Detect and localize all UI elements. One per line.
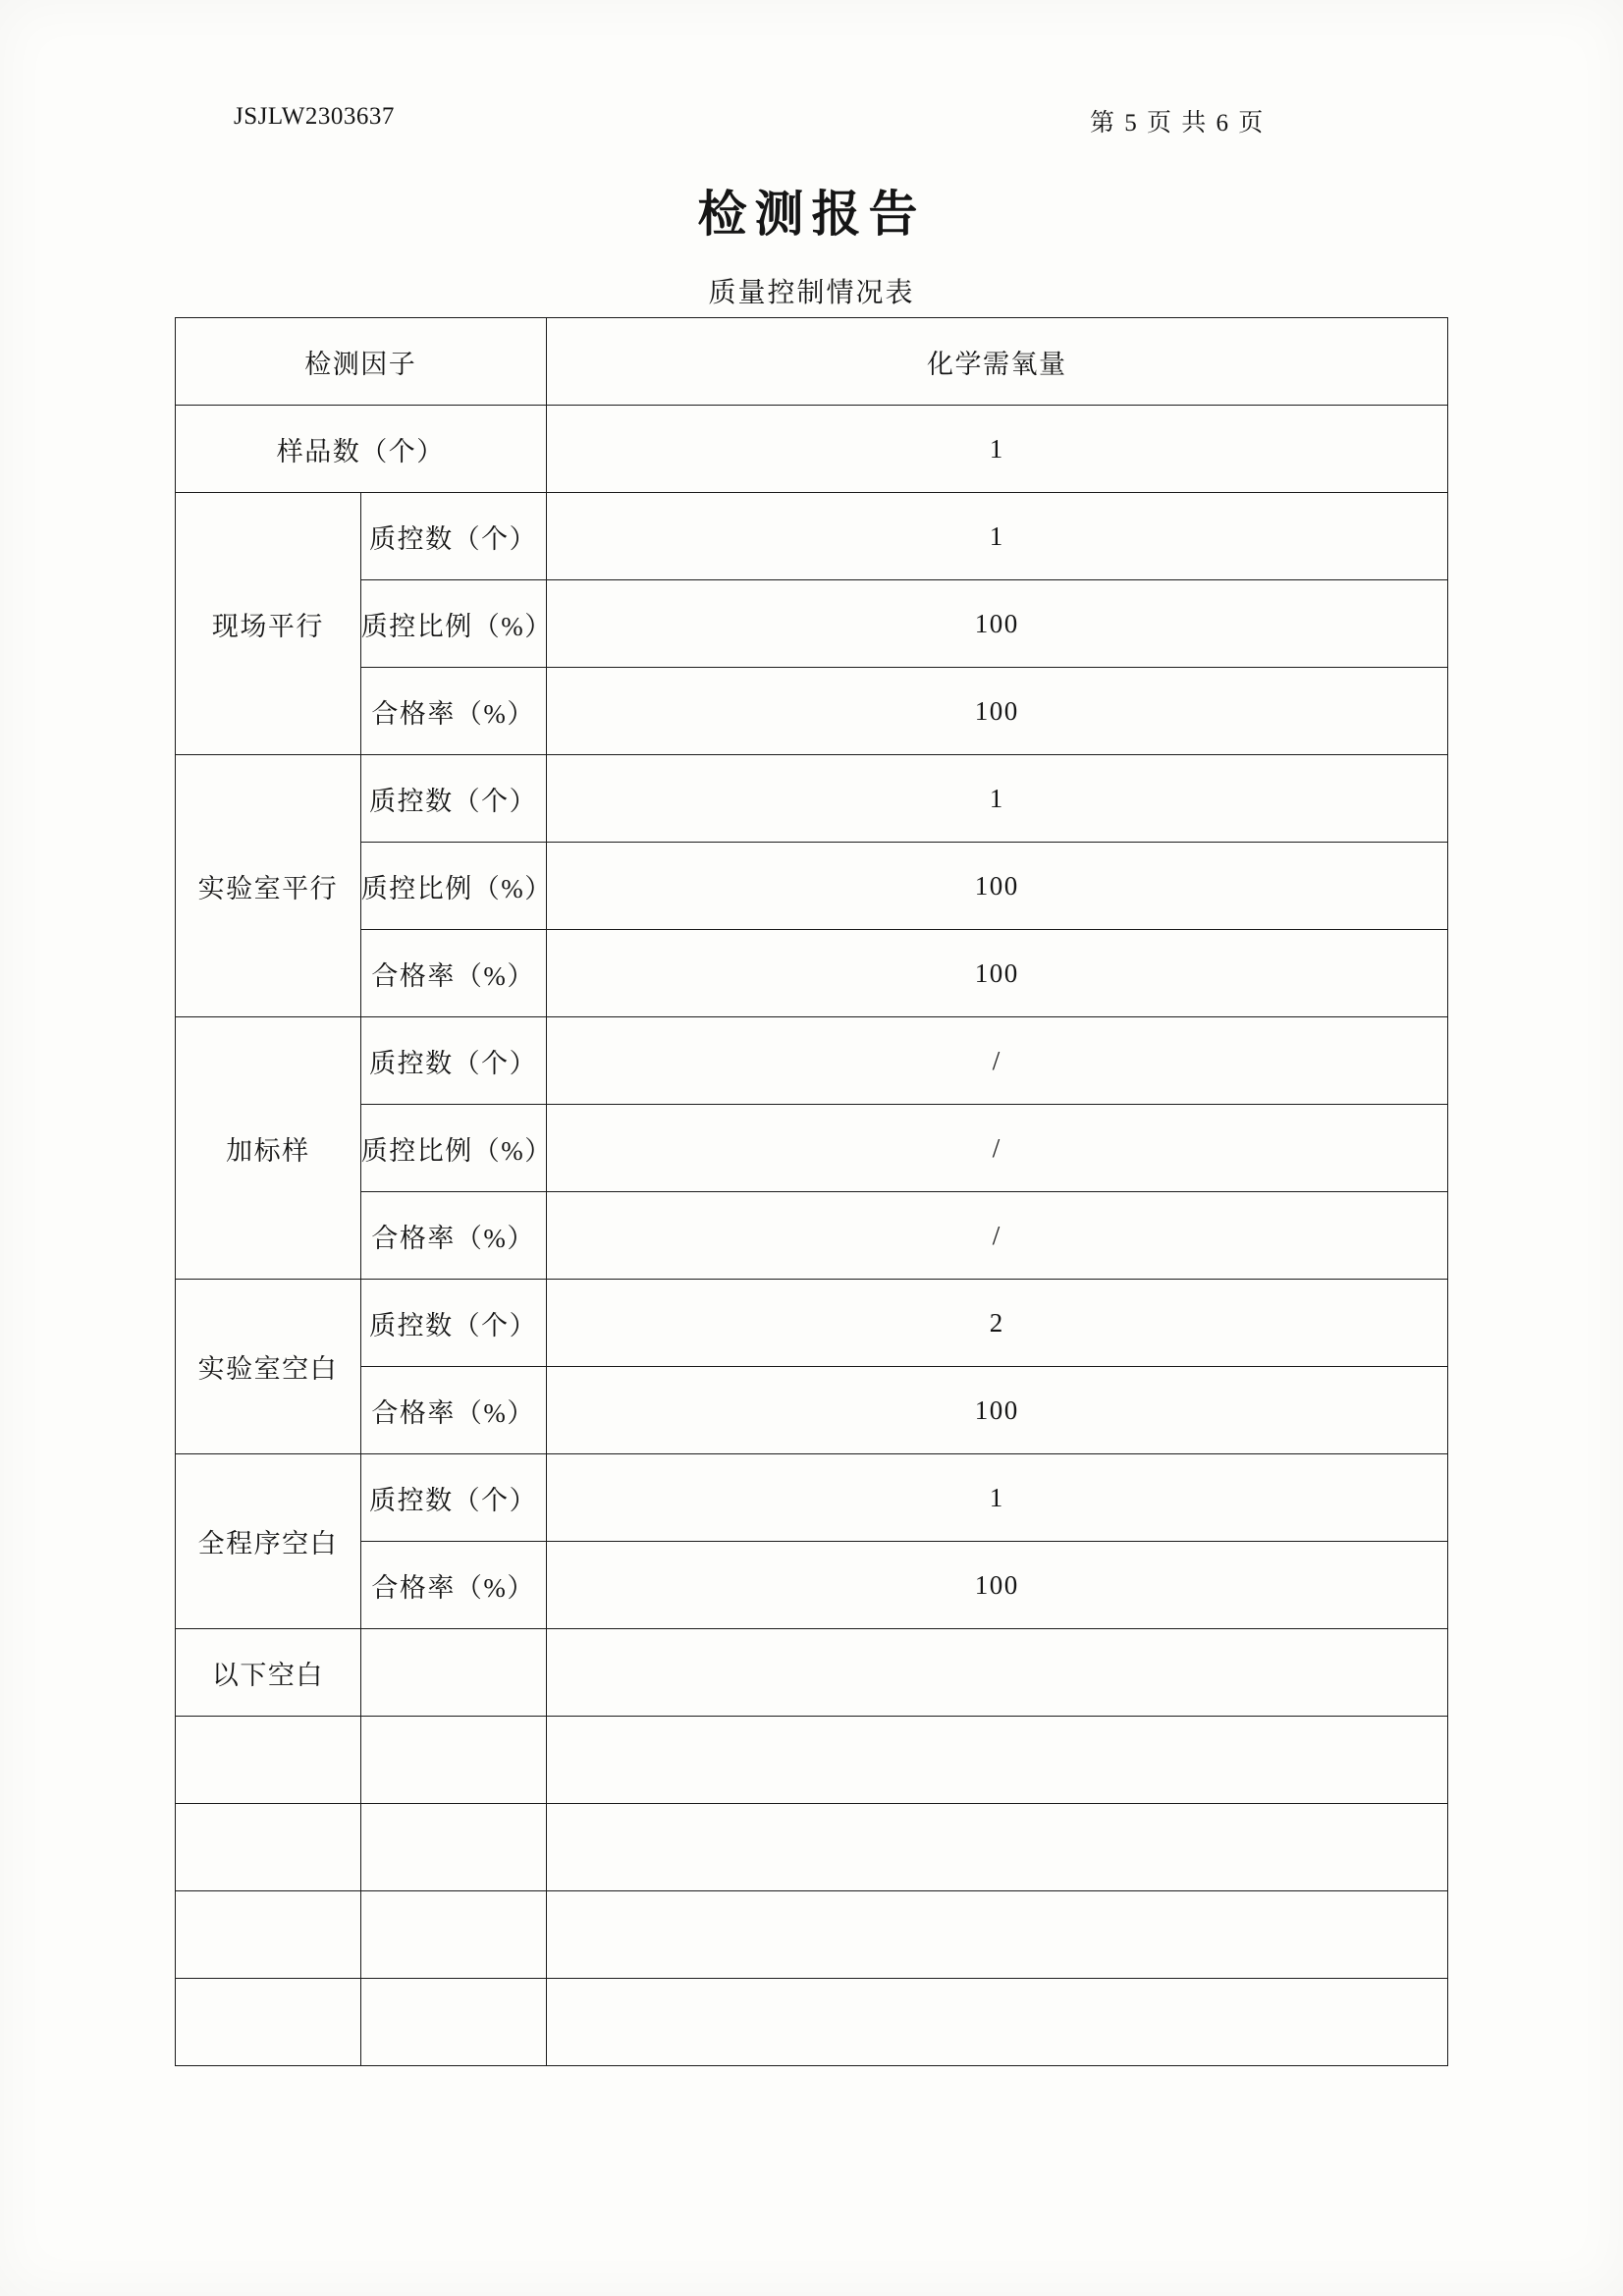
page-title: 检测报告 — [697, 185, 926, 243]
page-header — [0, 103, 1623, 137]
item-label-0-2: 合格率（%） — [360, 668, 546, 755]
item-value-1-2: 100 — [546, 930, 1447, 1017]
empty-cell — [360, 1717, 546, 1804]
item-value-0-2: 100 — [546, 668, 1447, 755]
empty-cell — [360, 1891, 546, 1979]
table-row — [176, 1979, 1448, 2066]
item-label-4-0: 质控数（个） — [360, 1454, 546, 1542]
page-subtitle: 质量控制情况表 — [708, 278, 915, 308]
item-label-0-1: 质控比例（%） — [360, 580, 546, 668]
table-row — [176, 318, 1448, 406]
sample-count-label: 样品数（个） — [176, 406, 547, 493]
group-label-2: 加标样 — [176, 1017, 361, 1280]
quality-control-table — [175, 317, 1448, 2066]
table-row — [176, 668, 1448, 755]
empty-cell — [546, 1979, 1447, 2066]
item-label-0-0: 质控数（个） — [360, 493, 546, 580]
empty-cell — [546, 1717, 1447, 1804]
item-label-2-1: 质控比例（%） — [360, 1105, 546, 1192]
table-row — [176, 1717, 1448, 1804]
empty-cell — [360, 1629, 546, 1717]
item-value-2-2: / — [546, 1192, 1447, 1280]
table-row — [176, 406, 1448, 493]
table-row — [176, 1017, 1448, 1105]
table-row — [176, 1367, 1448, 1454]
empty-cell — [360, 1804, 546, 1891]
table-row — [176, 843, 1448, 930]
table-row — [176, 755, 1448, 843]
item-value-1-0: 1 — [546, 755, 1447, 843]
table-row — [176, 1804, 1448, 1891]
item-value-4-0: 1 — [546, 1454, 1447, 1542]
table-row — [176, 1454, 1448, 1542]
table-row — [176, 1542, 1448, 1629]
footer-note: 以下空白 — [176, 1629, 361, 1717]
item-label-3-0: 质控数（个） — [360, 1280, 546, 1367]
item-label-1-2: 合格率（%） — [360, 930, 546, 1017]
table-row — [176, 930, 1448, 1017]
item-label-1-1: 质控比例（%） — [360, 843, 546, 930]
item-value-0-0: 1 — [546, 493, 1447, 580]
header-factor-label: 检测因子 — [176, 318, 547, 406]
item-label-1-0: 质控数（个） — [360, 755, 546, 843]
empty-cell — [176, 1891, 361, 1979]
header-factor-value: 化学需氧量 — [546, 318, 1447, 406]
table-row — [176, 1105, 1448, 1192]
empty-cell — [176, 1804, 361, 1891]
item-value-2-0: / — [546, 1017, 1447, 1105]
empty-cell — [546, 1629, 1447, 1717]
empty-cell — [546, 1891, 1447, 1979]
group-label-0: 现场平行 — [176, 493, 361, 755]
table-row — [176, 1280, 1448, 1367]
group-label-1: 实验室平行 — [176, 755, 361, 1017]
empty-cell — [546, 1804, 1447, 1891]
page-number: 第 5 页 共 6 页 — [1090, 110, 1266, 137]
item-value-4-1: 100 — [546, 1542, 1447, 1629]
empty-cell — [176, 1979, 361, 2066]
sample-count-value: 1 — [546, 406, 1447, 493]
group-label-3: 实验室空白 — [176, 1280, 361, 1454]
table-row — [176, 1192, 1448, 1280]
group-label-4: 全程序空白 — [176, 1454, 361, 1629]
table-row — [176, 580, 1448, 668]
item-value-3-1: 100 — [546, 1367, 1447, 1454]
item-value-1-1: 100 — [546, 843, 1447, 930]
item-value-0-1: 100 — [546, 580, 1447, 668]
table-row — [176, 1629, 1448, 1717]
item-value-2-1: / — [546, 1105, 1447, 1192]
empty-cell — [360, 1979, 546, 2066]
item-label-4-1: 合格率（%） — [360, 1542, 546, 1629]
empty-cell — [176, 1717, 361, 1804]
item-value-3-0: 2 — [546, 1280, 1447, 1367]
item-label-2-2: 合格率（%） — [360, 1192, 546, 1280]
item-label-2-0: 质控数（个） — [360, 1017, 546, 1105]
table-row — [176, 493, 1448, 580]
document-code: JSJLW2303637 — [234, 103, 395, 130]
item-label-3-1: 合格率（%） — [360, 1367, 546, 1454]
table-row — [176, 1891, 1448, 1979]
